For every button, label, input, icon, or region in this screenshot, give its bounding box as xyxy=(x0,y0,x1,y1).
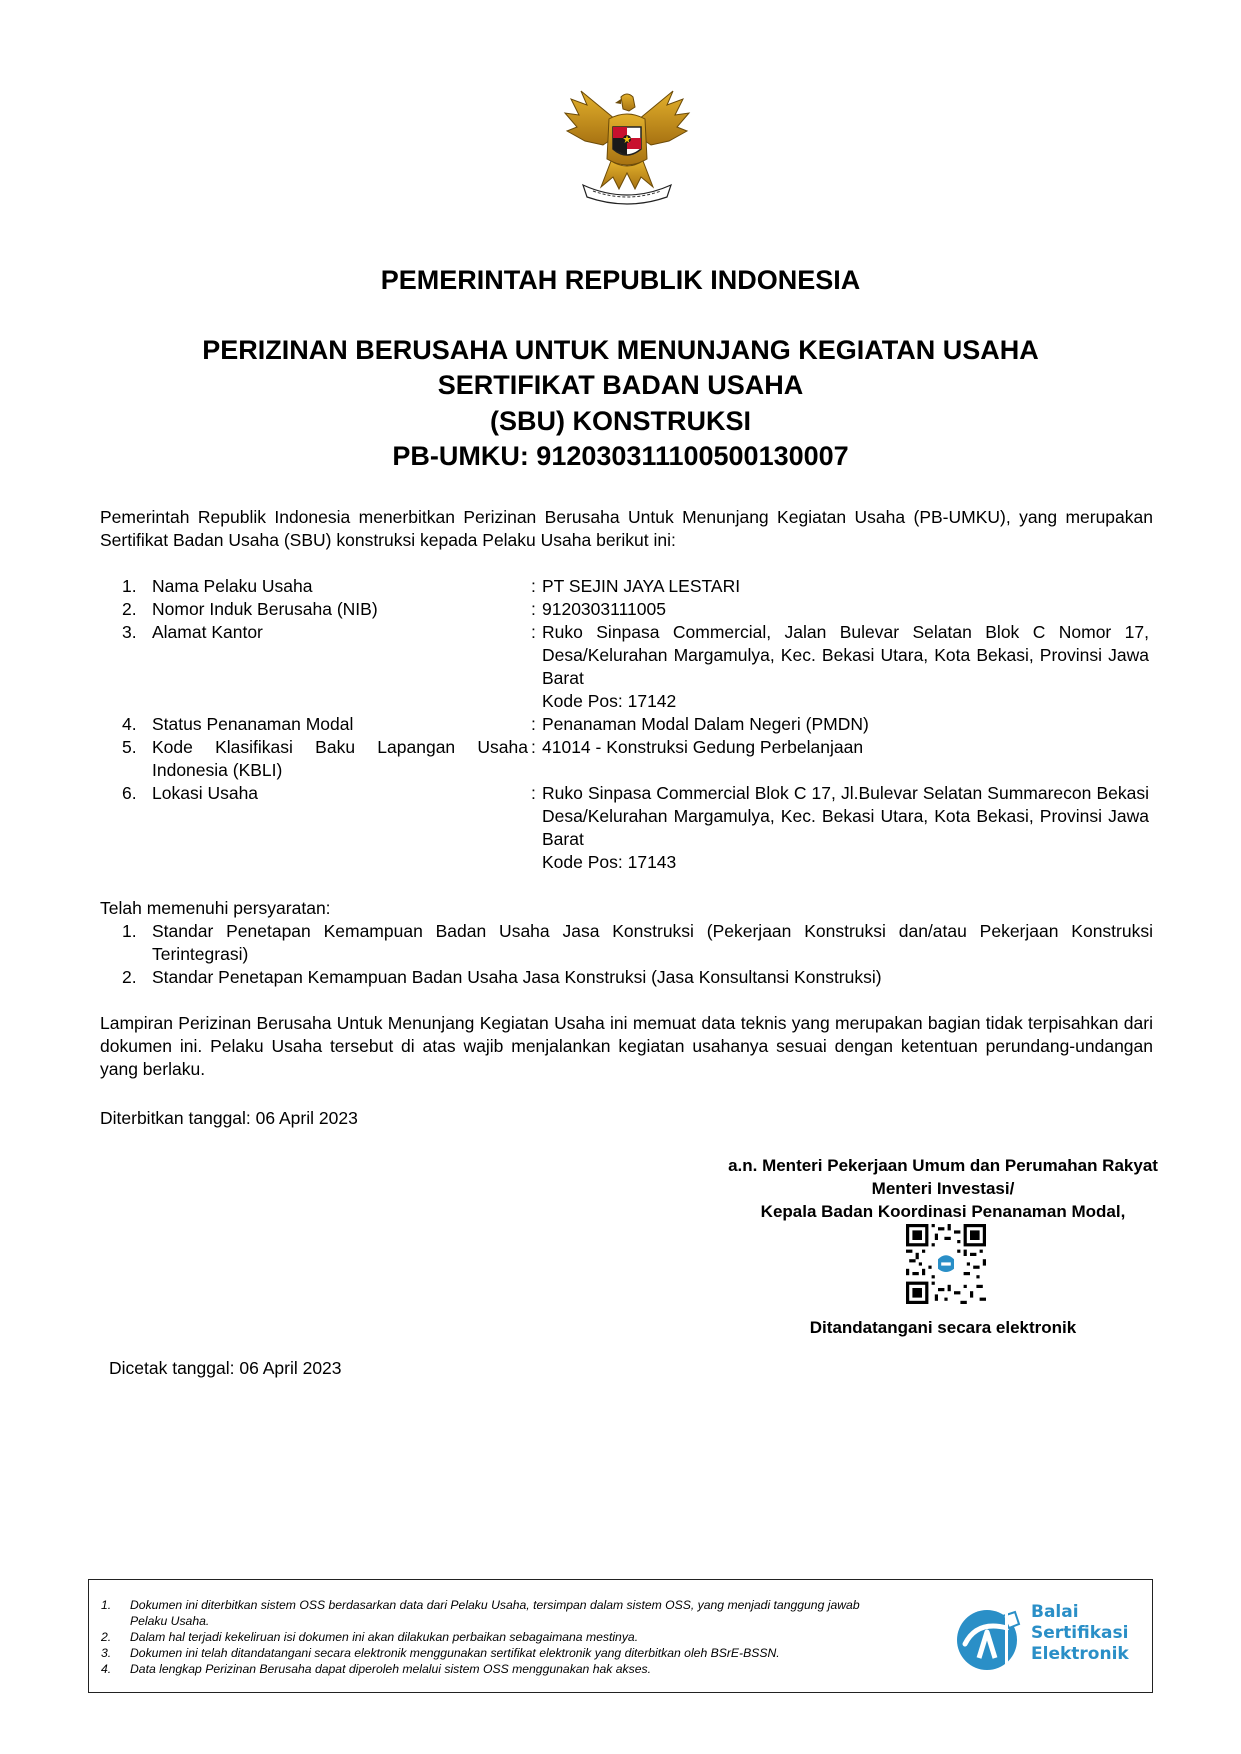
government-title: PEMERINTAH REPUBLIK INDONESIA xyxy=(380,265,861,295)
requirement-text: Standar Penetapan Kemampuan Badan Usaha Jasa Konstruksi (Pekerjaan Konstruksi dan/atau Pekerjaan Konstruksi Terintegrasi) xyxy=(152,921,1153,964)
address-text: Ruko Sinpasa Commercial, Jalan Bulevar Selatan Blok C Nomor 17, Desa/Kelurahan Margamulya, Kec. Bekasi Utara, Kota Bekasi, Provinsi Jawa Barat xyxy=(542,622,1149,688)
bsre-logo-text xyxy=(1031,1602,1129,1665)
requirement-number: 1. xyxy=(122,921,137,941)
address-text: Ruko Sinpasa Commercial Blok C 17, Jl.Bulevar Selatan Summarecon Bekasi Desa/Kelurahan Margamulya, Kec. Bekasi Utara, Kota Bekasi, Provinsi Jawa Barat xyxy=(542,783,1149,849)
bsre-logo-line: Sertifikasi xyxy=(1031,1623,1129,1643)
item-number: 6. xyxy=(122,783,137,803)
item-colon: : xyxy=(531,622,536,642)
item-label-line: Indonesia (KBLI) xyxy=(152,760,283,780)
certificate-title: SERTIFIKAT BADAN USAHA xyxy=(437,370,804,400)
permit-title: PERIZINAN BERUSAHA UNTUK MENUNJANG KEGIATAN USAHA xyxy=(202,335,1039,365)
certificate-subtitle: (SBU) KONSTRUKSI xyxy=(490,406,751,436)
printed-date: Dicetak tanggal: 06 April 2023 xyxy=(109,1358,342,1378)
signatory-line-2: Menteri Investasi/ xyxy=(871,1179,1015,1198)
footer-note-line: Pelaku Usaha. xyxy=(130,1614,210,1628)
item-value: Penanaman Modal Dalam Negeri (PMDN) xyxy=(542,714,869,734)
item-label: Alamat Kantor xyxy=(152,622,263,642)
item-label: Nama Pelaku Usaha xyxy=(152,576,313,596)
item-number: 5. xyxy=(122,737,137,757)
footer-note-number: 4. xyxy=(101,1662,112,1676)
item-value: PT SEJIN JAYA LESTARI xyxy=(542,576,741,596)
postal-code: Kode Pos: 17142 xyxy=(542,691,677,711)
item-label: Nomor Induk Berusaha (NIB) xyxy=(152,599,378,619)
footer-note-line: Dokumen ini diterbitkan sistem OSS berdasarkan data dari Pelaku Usaha, tersimpan dalam sistem OSS, yang menjadi tanggung jawab xyxy=(130,1598,860,1612)
item-colon: : xyxy=(531,783,536,803)
signatory-line-1: a.n. Menteri Pekerjaan Umum dan Perumahan Rakyat xyxy=(728,1156,1158,1175)
footer-note-number: 2. xyxy=(101,1630,112,1644)
item-value: 9120303111005 xyxy=(542,599,666,619)
qr-code-icon[interactable] xyxy=(906,1224,986,1304)
footer-note-text xyxy=(130,1597,960,1629)
electronic-signature-note: Ditandatangani secara elektronik xyxy=(809,1318,1077,1337)
footer-note-number: 3. xyxy=(101,1646,112,1660)
bsre-logo-line: Elektronik xyxy=(1031,1644,1129,1664)
item-label: Status Penanaman Modal xyxy=(152,714,354,734)
item-number: 4. xyxy=(122,714,137,734)
footer-note-text: Data lengkap Perizinan Berusaha dapat diperoleh melalui sistem OSS menggunakan hak akses. xyxy=(130,1662,651,1676)
item-number: 1. xyxy=(122,576,137,596)
footer-note-text: Dalam hal terjadi kekeliruan isi dokumen ini akan dilakukan perbaikan sebagaimana mestinya. xyxy=(130,1630,639,1644)
footer-note-number: 1. xyxy=(101,1598,112,1612)
issued-date: Diterbitkan tanggal: 06 April 2023 xyxy=(100,1108,358,1128)
item-number: 3. xyxy=(122,622,137,642)
item-value: 41014 - Konstruksi Gedung Perbelanjaan xyxy=(542,737,864,757)
footer-note-text: Dokumen ini telah ditandatangani secara elektronik menggunakan sertifikat elektronik yang diterbitkan oleh BSrE-BSSN. xyxy=(130,1646,780,1660)
item-number: 2. xyxy=(122,599,137,619)
item-label: Lokasi Usaha xyxy=(152,783,259,803)
item-colon: : xyxy=(531,737,536,757)
requirement-number: 2. xyxy=(122,967,137,987)
item-value xyxy=(542,621,1149,713)
item-label-line: Kode Klasifikasi Baku Lapangan Usaha xyxy=(152,737,528,757)
postal-code: Kode Pos: 17143 xyxy=(542,852,677,872)
garuda-emblem-icon xyxy=(563,89,691,205)
permit-number: PB-UMKU: 912030311100500130007 xyxy=(392,441,849,471)
bsre-logo-icon xyxy=(953,1602,1025,1674)
item-value xyxy=(542,782,1149,874)
item-label xyxy=(152,736,528,782)
bsre-logo-line: Balai xyxy=(1031,1602,1079,1622)
closing-paragraph: Lampiran Perizinan Berusaha Untuk Menunjang Kegiatan Usaha ini memuat data teknis yang merupakan bagian tidak terpisahkan dari dokumen ini. Pelaku Usaha tersebut di atas wajib menjalankan kegiatan usahanya sesuai dengan ketentuan perundang-undangan yang berlaku. xyxy=(100,1013,1153,1079)
item-colon: : xyxy=(531,576,536,596)
requirement-text: Standar Penetapan Kemampuan Badan Usaha Jasa Konstruksi (Jasa Konsultansi Konstruksi) xyxy=(152,967,882,987)
item-colon: : xyxy=(531,714,536,734)
signatory-line-3: Kepala Badan Koordinasi Penanaman Modal, xyxy=(760,1202,1126,1221)
footer-notes-box xyxy=(88,1579,1153,1693)
requirements-heading: Telah memenuhi persyaratan: xyxy=(100,898,331,918)
item-colon: : xyxy=(531,599,536,619)
intro-paragraph: Pemerintah Republik Indonesia menerbitkan Perizinan Berusaha Untuk Menunjang Kegiatan Usaha (PB-UMKU), yang merupakan Sertifikat Badan Usaha (SBU) konstruksi kepada Pelaku Usaha berikut ini: xyxy=(100,507,1153,550)
